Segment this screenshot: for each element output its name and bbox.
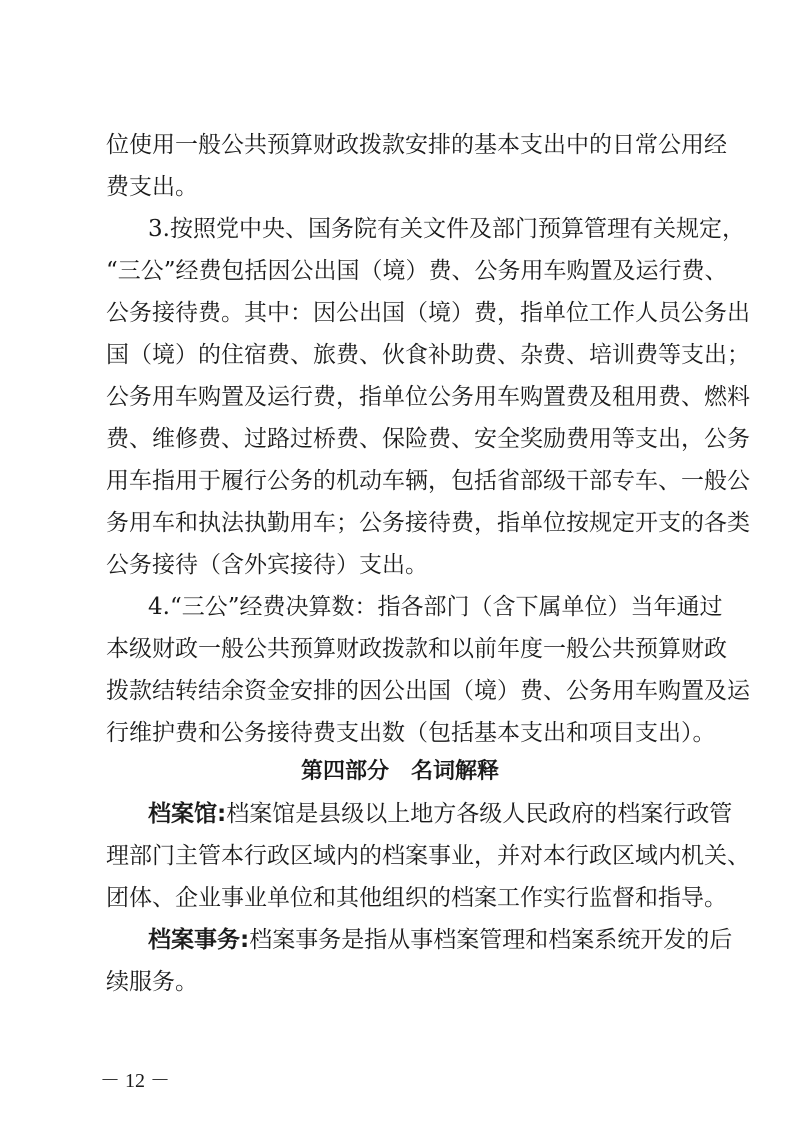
- body-line: 费支出。: [106, 174, 198, 200]
- definition-text: 档案事务是指从事档案管理和档案系统开发的后: [249, 927, 733, 953]
- body-line: 理部门主管本行政区域内的档案事业，并对本行政区域内机关、: [106, 843, 750, 869]
- definition-line: [148, 925, 733, 955]
- body-line: 位使用一般公共预算财政拨款安排的基本支出中的日常公用经: [106, 132, 727, 158]
- body-line: 公务接待（含外宾接待）支出。: [106, 552, 428, 578]
- body-line: “三公”经费包括因公出国（境）费、公务用车购置及运行费、: [106, 258, 728, 284]
- body-line: 公务用车购置及运行费，指单位公务用车购置费及租用费、燃料: [106, 384, 750, 410]
- body-line: 续服务。: [106, 969, 198, 995]
- body-line: 费、维修费、过路过桥费、保险费、安全奖励费用等支出，公务: [106, 426, 750, 452]
- body-line: 本级财政一般公共预算财政拨款和以前年度一般公共预算财政: [106, 636, 727, 662]
- body-line: 3.按照党中央、国务院有关文件及部门预算管理有关规定，: [148, 216, 745, 242]
- body-line: 公务接待费。其中：因公出国（境）费，指单位工作人员公务出: [106, 300, 750, 326]
- body-line: 团体、企业事业单位和其他组织的档案工作实行监督和指导。: [106, 885, 727, 911]
- body-line: 国（境）的住宿费、旅费、伙食补助费、杂费、培训费等支出；: [106, 342, 750, 368]
- body-line: 4.“三公”经费决算数：指各部门（含下属单位）当年通过: [148, 594, 723, 620]
- body-line: 拨款结转结余资金安排的因公出国（境）费、公务用车购置及运: [106, 678, 750, 704]
- definition-term: 档案馆:: [148, 801, 227, 827]
- definition-term: 档案事务:: [148, 927, 250, 953]
- definition-text: 档案馆是县级以上地方各级人民政府的档案行政管: [226, 801, 733, 827]
- page-number: － 12 －: [100, 1070, 170, 1092]
- body-line: 行维护费和公务接待费支出数（包括基本支出和项目支出）。: [106, 720, 716, 746]
- body-line: 用车指用于履行公务的机动车辆，包括省部级干部专车、一般公: [106, 468, 750, 494]
- body-line: 务用车和执法执勤用车；公务接待费，指单位按规定开支的各类: [106, 510, 750, 536]
- section-heading: 第四部分 名词解释: [300, 759, 499, 784]
- definition-line: [148, 799, 733, 829]
